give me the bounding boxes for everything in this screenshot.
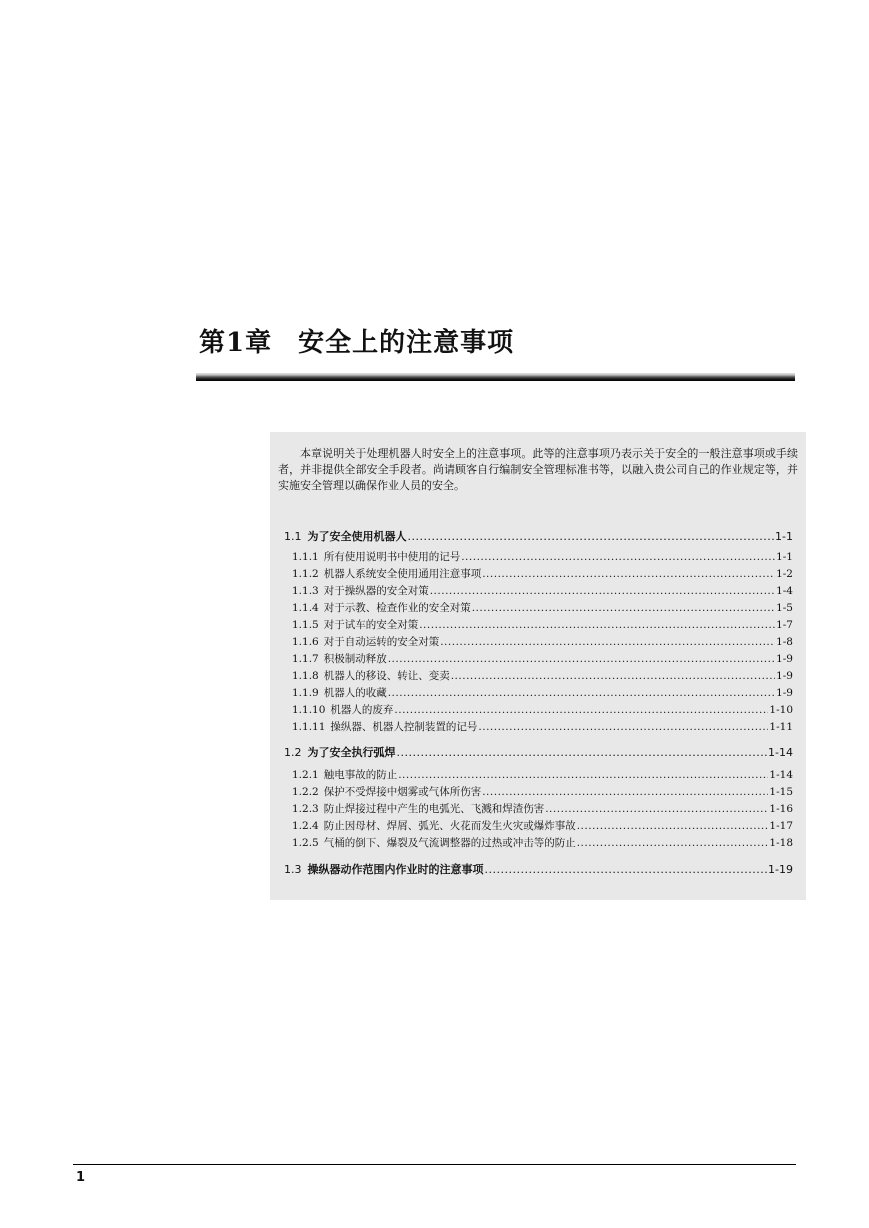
toc-title: 机器人的废弃 [330, 704, 394, 716]
toc-leader [482, 568, 775, 580]
toc-leader [394, 704, 768, 716]
toc-title: 为了安全执行弧焊 [307, 746, 396, 759]
toc-entry-1-2-3[interactable] [292, 801, 793, 816]
toc-leader [388, 687, 775, 699]
toc-page: 1-5 [776, 602, 793, 614]
toc-number: 1.1.6 [292, 636, 319, 648]
toc-entry-1-1-5[interactable] [292, 617, 793, 632]
toc-number: 1.1.7 [292, 653, 319, 665]
toc-page: 1-18 [769, 837, 793, 849]
toc-entry-1-1-9[interactable] [292, 685, 793, 700]
toc-number: 1.1.2 [292, 568, 319, 580]
toc-leader [482, 786, 768, 798]
page-number: 1 [76, 1170, 86, 1185]
toc-title: 气桶的倒下、爆裂及气流调整器的过热或冲击等的防止 [323, 837, 576, 849]
toc-entry-1-2-1[interactable] [292, 767, 793, 782]
footer-rule [73, 1164, 796, 1165]
title-rule [196, 373, 795, 381]
toc-number: 1.3 [284, 863, 302, 876]
toc-page: 1-17 [769, 820, 793, 832]
toc-leader [577, 820, 769, 832]
toc-number: 1.1.3 [292, 585, 319, 597]
toc-number: 1.2.4 [292, 820, 319, 832]
chapter-title [199, 322, 514, 359]
toc-number: 1.1.8 [292, 670, 319, 682]
toc-leader [545, 803, 768, 815]
toc-title: 积极制动释放 [323, 653, 387, 665]
toc-entry-1-1-1[interactable] [292, 549, 793, 564]
toc-number: 1.2.5 [292, 837, 319, 849]
toc-number: 1.1.9 [292, 687, 319, 699]
toc-leader [388, 653, 775, 665]
toc-page: 1-16 [769, 803, 793, 815]
toc-entry-1-1-11[interactable] [292, 719, 793, 734]
toc-page: 1-14 [769, 769, 793, 781]
intro-text: 本章说明关于处理机器人时安全上的注意事项。此等的注意事项乃表示关于安全的一般注意事项或手续者，并非提供全部安全手段者。尚请顾客自行编制安全管理标准书等，以融入贵公司自己的作业规定等，并实施安全管理以确保作业人员的安全。 [278, 447, 798, 492]
toc-title: 对于示教、检查作业的安全对策 [323, 602, 471, 614]
toc-number: 1.1.5 [292, 619, 319, 631]
toc-entry-1-1-6[interactable] [292, 634, 793, 649]
toc-leader [451, 670, 775, 682]
toc-leader [408, 530, 775, 543]
toc-number: 1.2.3 [292, 803, 319, 815]
toc-leader [398, 769, 768, 781]
toc-page: 1-1 [776, 551, 793, 563]
toc-page: 1-1 [775, 530, 793, 543]
toc-number: 1.2 [284, 746, 302, 759]
toc-number: 1.1.11 [292, 721, 326, 733]
toc-entry-1-2-4[interactable] [292, 818, 793, 833]
toc-title: 机器人的移设、转让、变卖 [323, 670, 450, 682]
intro-paragraph [278, 446, 798, 494]
toc-leader [472, 602, 775, 614]
toc-number: 1.1.4 [292, 602, 319, 614]
toc-page: 1-8 [776, 636, 793, 648]
toc-title: 机器人的收藏 [323, 687, 387, 699]
toc-title: 机器人系统安全使用通用注意事项 [323, 568, 482, 580]
toc-section-1-2[interactable] [284, 744, 793, 760]
toc-title: 所有使用说明书中使用的记号 [323, 551, 461, 563]
toc-number: 1.2.2 [292, 786, 319, 798]
toc-number: 1.1.1 [292, 551, 319, 563]
chapter-label: 第1章 [199, 328, 273, 358]
toc-title: 对于操纵器的安全对策 [323, 585, 429, 597]
toc-number: 1.1.10 [292, 704, 326, 716]
toc-title: 触电事故的防止 [323, 769, 398, 781]
toc-leader [430, 585, 775, 597]
toc-page: 1-10 [769, 704, 793, 716]
toc-entry-1-1-2[interactable] [292, 566, 793, 581]
toc-title: 防止焊接过程中产生的电弧光、飞溅和焊渣伤害 [323, 803, 545, 815]
toc-entry-1-2-5[interactable] [292, 835, 793, 850]
toc-page: 1-15 [769, 786, 793, 798]
toc-entry-1-1-8[interactable] [292, 668, 793, 683]
toc-leader [478, 721, 768, 733]
toc-leader [485, 863, 768, 876]
toc-page: 1-4 [776, 585, 793, 597]
toc-title: 保护不受焊接中烟雾或气体所伤害 [323, 786, 482, 798]
toc-title: 操纵器、机器人控制装置的记号 [330, 721, 478, 733]
toc-page: 1-11 [769, 721, 793, 733]
toc-number: 1.2.1 [292, 769, 319, 781]
toc-leader [461, 551, 775, 563]
toc-section-1-3[interactable] [284, 861, 793, 877]
toc-page: 1-19 [768, 863, 793, 876]
toc-title: 对于自动运转的安全对策 [323, 636, 440, 648]
toc-page: 1-2 [776, 568, 793, 580]
toc-title: 防止因母材、焊屑、弧光、火花而发生火灾或爆炸事故 [323, 820, 576, 832]
toc-title: 对于试车的安全对策 [323, 619, 419, 631]
toc-page: 1-9 [776, 670, 793, 682]
toc-entry-1-1-3[interactable] [292, 583, 793, 598]
toc-title: 操纵器动作范围内作业时的注意事项 [307, 863, 484, 876]
toc-leader [397, 746, 768, 759]
toc-page: 1-9 [776, 653, 793, 665]
toc-leader [419, 619, 775, 631]
toc-entry-1-1-7[interactable] [292, 651, 793, 666]
chapter-heading: 安全上的注意事项 [298, 328, 515, 358]
toc-section-1-1[interactable] [284, 528, 793, 544]
toc-entry-1-1-10[interactable] [292, 702, 793, 717]
toc-leader [577, 837, 769, 849]
toc-leader [440, 636, 775, 648]
toc-entry-1-2-2[interactable] [292, 784, 793, 799]
toc-title: 为了安全使用机器人 [307, 530, 407, 543]
toc-number: 1.1 [284, 530, 302, 543]
toc-page: 1-14 [768, 746, 793, 759]
toc-page: 1-7 [776, 619, 793, 631]
toc-entry-1-1-4[interactable] [292, 600, 793, 615]
toc-page: 1-9 [776, 687, 793, 699]
